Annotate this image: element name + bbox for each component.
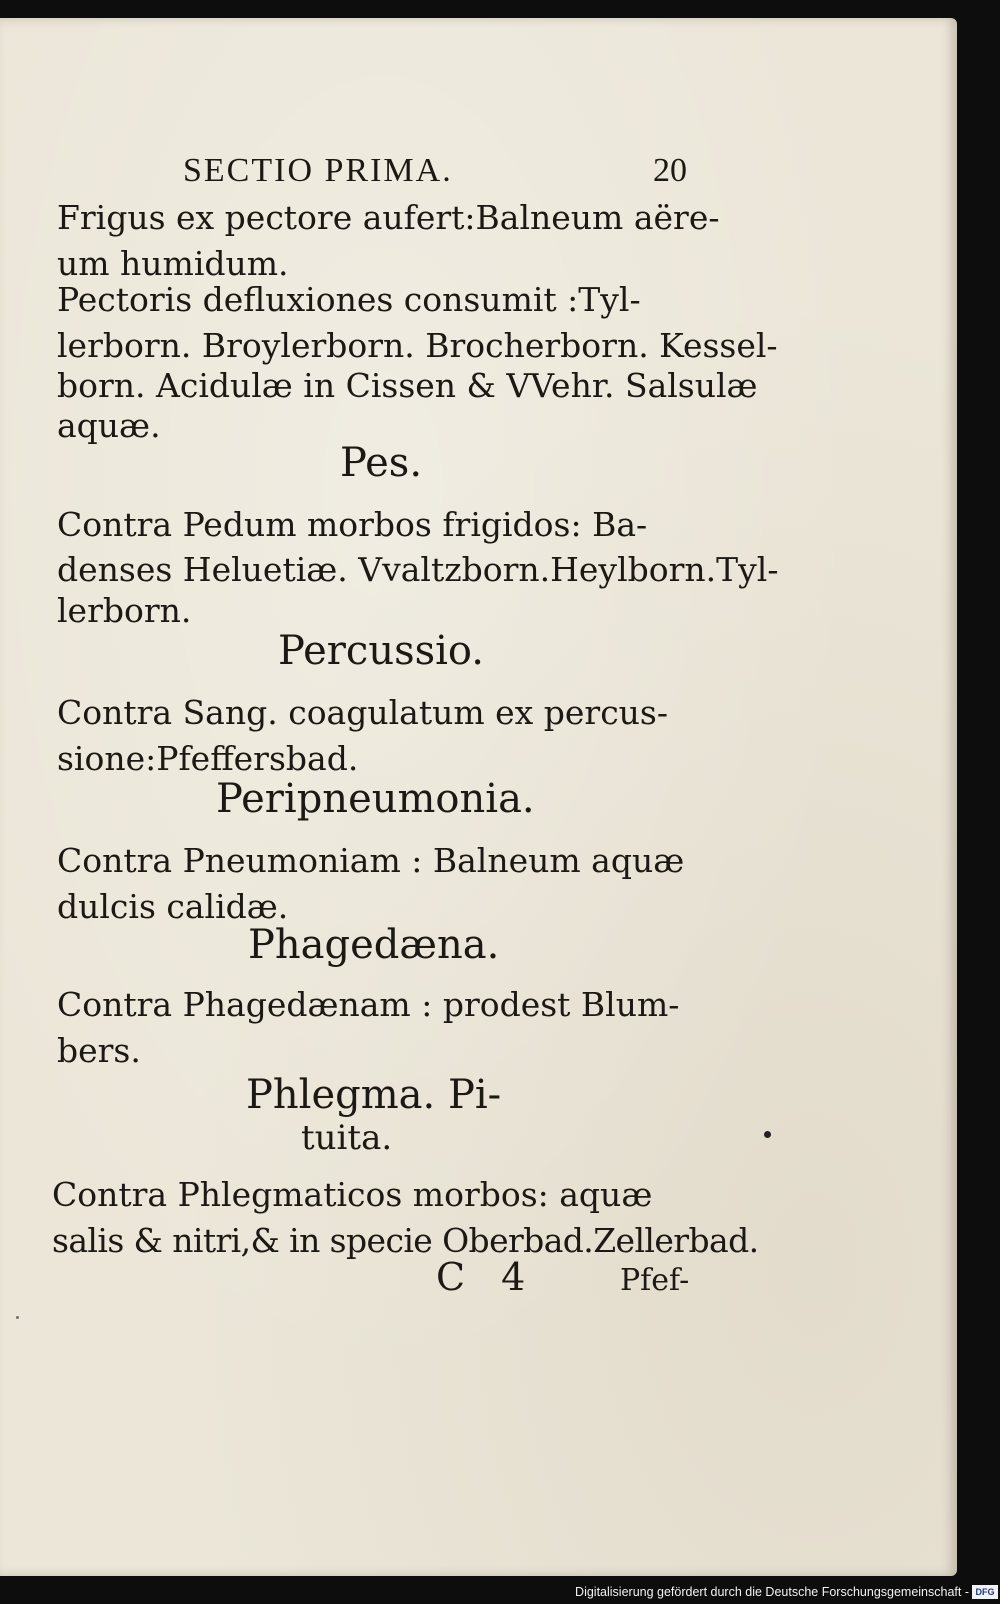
text-line: dulcis calidæ. xyxy=(57,887,289,926)
text-line: Contra Phagedænam : prodest Blum- xyxy=(57,985,680,1024)
entry-heading: Pes. xyxy=(340,440,423,486)
digitization-credit xyxy=(575,1583,998,1601)
text-line: lerborn. Broylerborn. Brocherborn. Kessel- xyxy=(57,326,778,365)
text-line: sione:Pfeffersbad. xyxy=(57,739,359,778)
running-head: SECTIO PRIMA. xyxy=(183,152,453,189)
text-line: born. Acidulæ in Cissen & VVehr. Salsulæ xyxy=(57,366,758,405)
entry-heading: Phagedæna. xyxy=(248,922,500,968)
text-line: bers. xyxy=(57,1031,141,1070)
text-line: salis & nitri,& in specie Oberbad.Zellerbad. xyxy=(52,1221,759,1260)
text-line: aquæ. xyxy=(57,406,161,445)
entry-heading: Percussio. xyxy=(278,628,485,674)
text-line: Contra Pedum morbos frigidos: Ba- xyxy=(57,505,648,544)
signature-mark: C 4 xyxy=(436,1255,538,1299)
text-line: Contra Phlegmaticos morbos: aquæ xyxy=(52,1175,653,1214)
text-line: denses Heluetiæ. Vvaltzborn.Heylborn.Tyl- xyxy=(57,550,779,589)
credit-text: Digitalisierung gefördert durch die Deutsche Forschungsgemeinschaft - xyxy=(575,1585,969,1599)
text-line: Contra Sang. coagulatum ex percus- xyxy=(57,693,669,732)
text-line: Frigus ex pectore aufert:Balneum aëre- xyxy=(57,198,720,237)
text-line: um humidum. xyxy=(57,244,289,283)
entry-heading: Phlegma. Pi- xyxy=(246,1072,502,1118)
text-line: lerborn. xyxy=(57,591,192,630)
dfg-logo-icon: DFG xyxy=(972,1585,998,1599)
book-page xyxy=(0,18,957,1576)
entry-heading: tuita. xyxy=(301,1118,393,1158)
text-line: Contra Pneumoniam : Balneum aquæ xyxy=(57,841,685,880)
text-line: Pectoris defluxiones consumit :Tyl- xyxy=(57,280,641,319)
ink-speck xyxy=(16,1316,19,1319)
catchword: Pfef- xyxy=(620,1263,690,1298)
ink-speck xyxy=(764,1131,771,1138)
entry-heading: Peripneumonia. xyxy=(216,776,535,822)
page-number: 20 xyxy=(653,152,687,189)
